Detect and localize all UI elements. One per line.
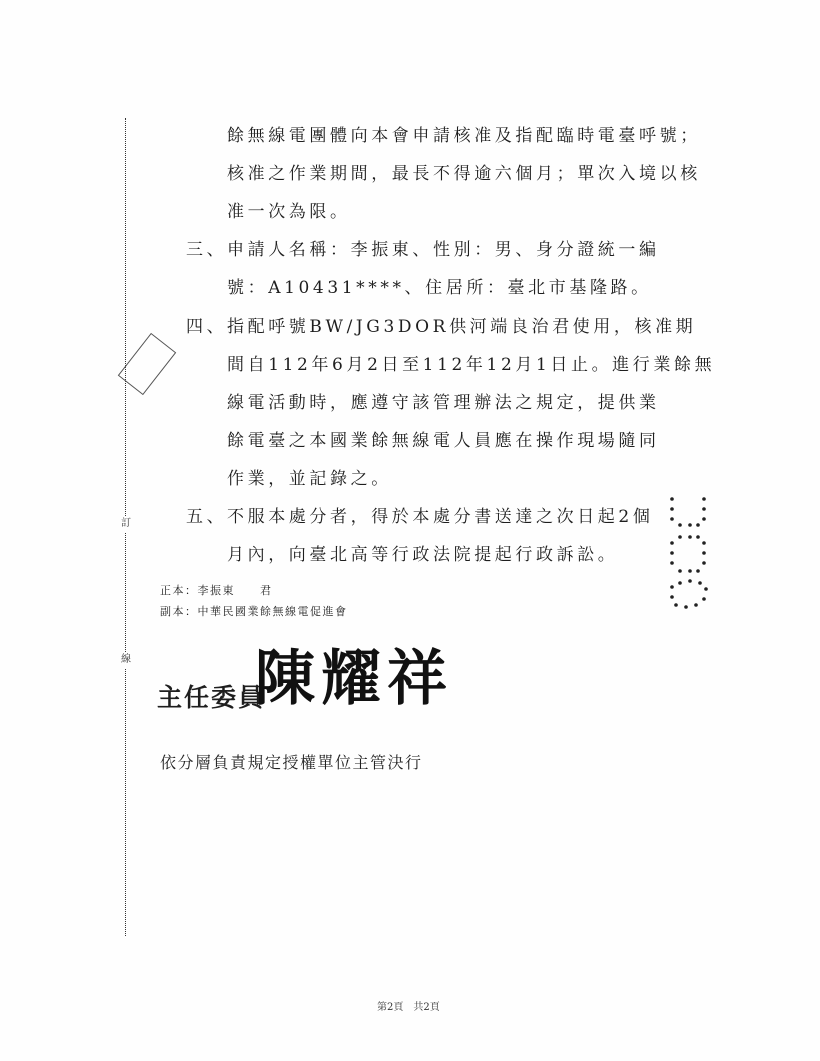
- item-4-line-1: 指配呼號BW/JG3DOR供河端良治君使用，核准期: [227, 317, 697, 337]
- binding-mark-ding: 訂: [118, 516, 134, 532]
- perforation-dots: [664, 495, 714, 615]
- item-4-line-5: 作業，並記錄之。: [227, 469, 392, 489]
- authorization-note: 依分層負責規定授權單位主管決行: [160, 753, 423, 772]
- signer-title: 主任委員: [157, 683, 266, 712]
- recipient-copy: 副本：中華民國業餘無線電促進會: [160, 605, 348, 618]
- item-5-line-1: 不服本處分者，得於本處分書送達之次日起2個: [227, 507, 654, 527]
- item-5-line-2: 月內，向臺北高等行政法院提起行政訴訟。: [227, 545, 619, 565]
- received-stamp: [118, 333, 176, 395]
- binding-mark-xian: 線: [118, 652, 134, 668]
- body-line-1: 餘無線電團體向本會申請核准及指配臨時電臺呼號；: [227, 126, 701, 146]
- item-4-line-4: 餘電臺之本國業餘無線電人員應在操作現場隨同: [227, 431, 660, 451]
- item-4-line-2: 間自112年6月2日至112年12月1日止。進行業餘無: [227, 355, 716, 375]
- recipient-primary: 正本：李振東 君: [160, 584, 273, 597]
- body-line-3: 准一次為限。: [227, 202, 351, 222]
- body-line-2: 核准之作業期間，最長不得逾六個月；單次入境以核: [227, 164, 701, 184]
- page-number: 第2頁 共2頁: [377, 1002, 440, 1013]
- item-number-5: 五、: [186, 507, 228, 527]
- item-3-line-1: 申請人名稱：李振東、性別：男、身分證統一編: [227, 240, 660, 260]
- item-number-3: 三、: [186, 240, 228, 260]
- item-number-4: 四、: [186, 317, 228, 337]
- signer-name: 陳耀祥: [255, 644, 453, 714]
- item-3-line-2: 號：A10431****、住居所：臺北市基隆路。: [227, 278, 652, 298]
- item-4-line-3: 線電活動時，應遵守該管理辦法之規定，提供業: [227, 393, 660, 413]
